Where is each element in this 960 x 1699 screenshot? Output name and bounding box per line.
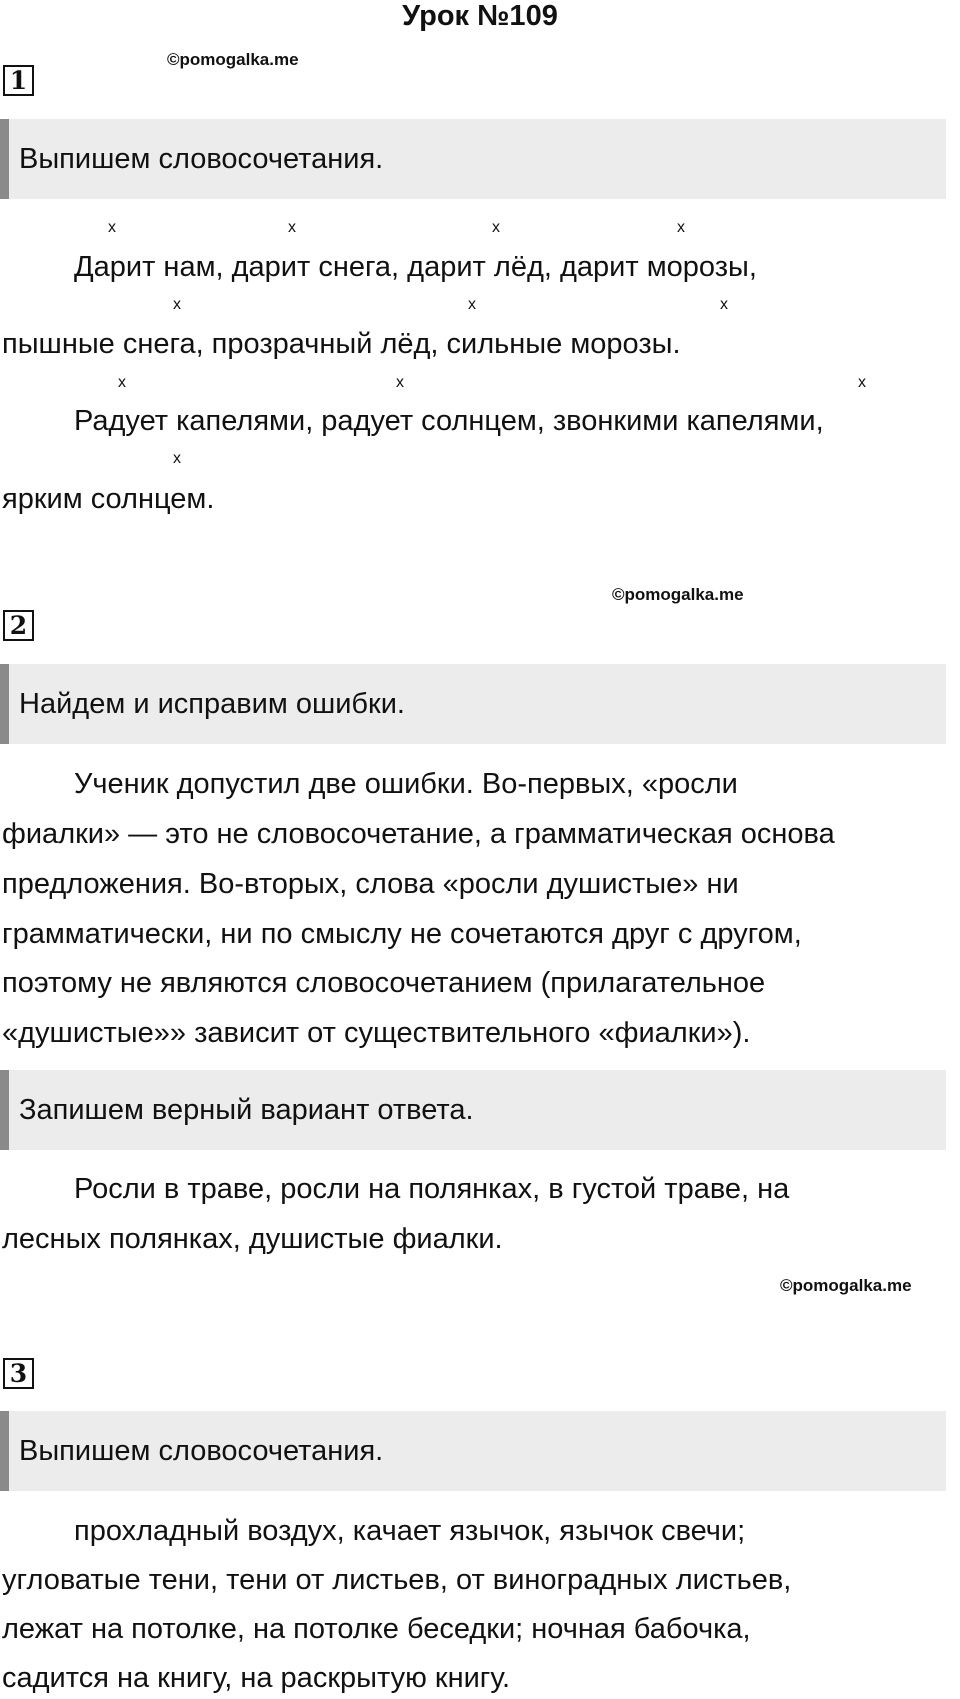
text-line: поэтому не являются словосочетанием (прилагательное (2, 967, 766, 999)
page-title: Урок №109 (402, 0, 558, 32)
text-line: Дарит нам, дарит снега, дарит лёд, дарит морозы, (74, 251, 757, 283)
task-3-heading-band (0, 1411, 946, 1491)
stress-marker: x (468, 296, 476, 313)
text-line: ярким солнцем. (2, 483, 215, 515)
text-line: Росли в траве, росли на полянках, в густой траве, на (74, 1173, 790, 1205)
text-line: пышные снега, прозрачный лёд, сильные морозы. (2, 328, 681, 360)
task-1-number: 1 (3, 65, 34, 96)
task-2-answer-heading: Запишем верный вариант ответа. (19, 1094, 474, 1126)
stress-marker: x (173, 450, 181, 467)
text-line: «душистые»» зависит от существительного «фиалки»). (2, 1017, 751, 1049)
stress-marker: x (288, 219, 296, 236)
text-line: Радует капелями, радует солнцем, звонкими капелями, (74, 405, 824, 437)
stress-marker: x (108, 219, 116, 236)
text-line: лесных полянках, душистые фиалки. (2, 1223, 503, 1255)
task-1-heading-band (0, 119, 946, 199)
task-2-number: 2 (3, 610, 34, 641)
text-line: фиалки» — это не словосочетание, а грамматическая основа (2, 818, 835, 850)
task-2-heading-band (0, 664, 946, 744)
watermark: ©pomogalka.me (780, 1276, 912, 1295)
watermark: ©pomogalka.me (167, 50, 299, 69)
task-2-answer-heading-band (0, 1070, 946, 1150)
text-line: предложения. Во-вторых, слова «росли душистые» ни (2, 868, 739, 900)
stress-marker: x (492, 219, 500, 236)
stress-marker: x (720, 296, 728, 313)
text-line: Ученик допустил две ошибки. Во-первых, «росли (74, 768, 738, 800)
task-3-number: 3 (3, 1358, 34, 1389)
stress-marker: x (118, 374, 126, 391)
text-line: прохладный воздух, качает язычок, язычок свечи; (74, 1515, 746, 1547)
stress-marker: x (396, 374, 404, 391)
task-1-heading: Выпишем словосочетания. (19, 143, 384, 175)
text-line: садится на книгу, на раскрытую книгу. (2, 1662, 511, 1694)
task-3-heading: Выпишем словосочетания. (19, 1435, 384, 1467)
task-2-heading: Найдем и исправим ошибки. (19, 688, 405, 720)
text-line: грамматически, ни по смыслу не сочетаются друг с другом, (2, 918, 802, 950)
stress-marker: x (173, 296, 181, 313)
text-line: угловатые тени, тени от листьев, от виноградных листьев, (2, 1564, 792, 1596)
stress-marker: x (677, 219, 685, 236)
watermark: ©pomogalka.me (612, 585, 744, 604)
text-line: лежат на потолке, на потолке беседки; ночная бабочка, (2, 1613, 751, 1645)
stress-marker: x (858, 374, 866, 391)
